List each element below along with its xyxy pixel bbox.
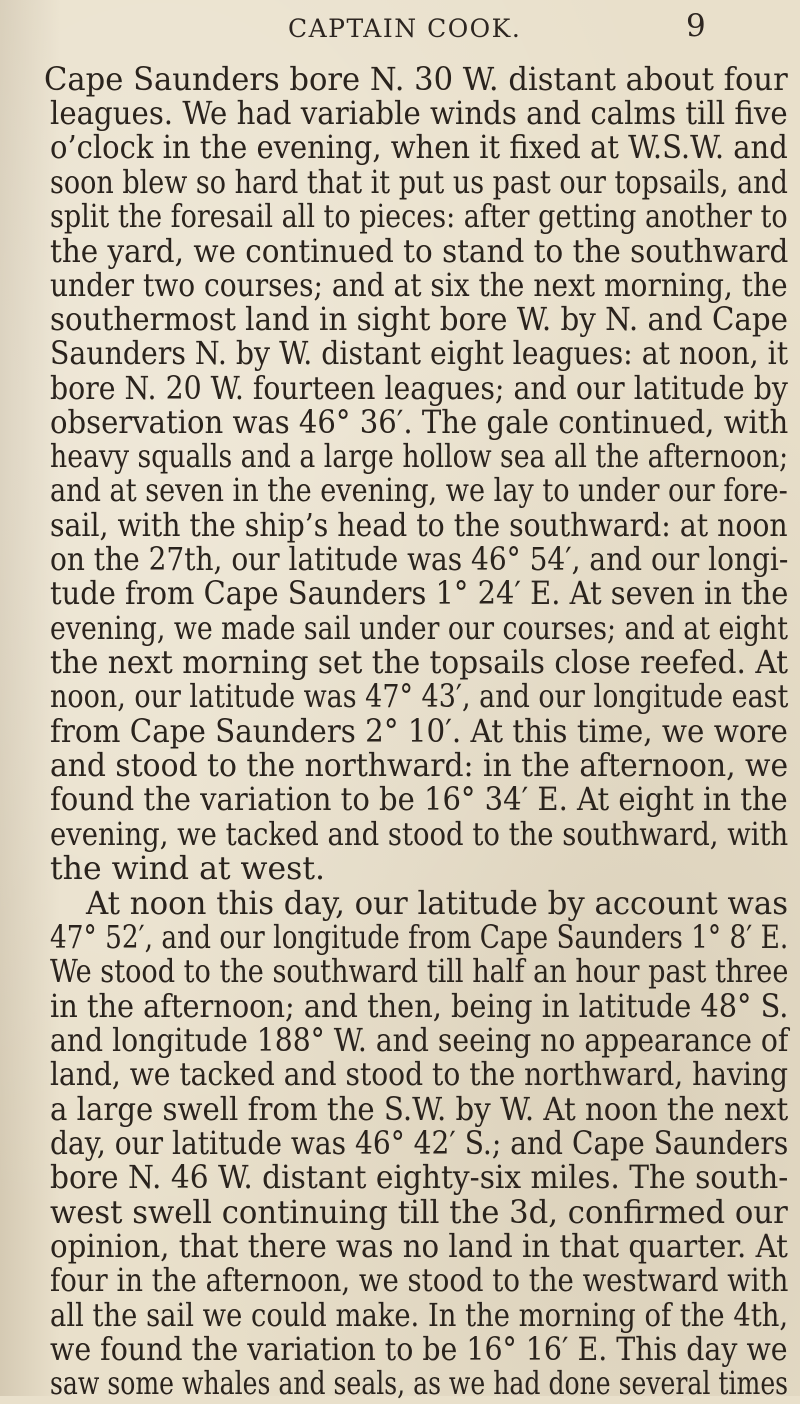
text-line: evening, we made sail under our courses; and at eight: [50, 611, 788, 647]
text-line: found the variation to be 16° 34′ E. At eight in the: [50, 782, 788, 818]
text-line: observation was 46° 36′. The gale continued, with: [50, 405, 789, 441]
text-line: split the foresail all to pieces: after getting another to: [50, 199, 788, 235]
text-line: o’clock in the evening, when it fixed at W.S.W. and: [50, 130, 788, 166]
text-line: under two courses; and at six the next morning, the: [50, 268, 788, 304]
text-line: 47° 52′, and our longitude from Cape Saunders 1° 8′ E.: [50, 920, 789, 956]
text-line: sail, with the ship’s head to the southward: at noon: [50, 508, 788, 544]
page-number: 9: [686, 8, 706, 44]
text-line: southermost land in sight bore W. by N. and Cape: [50, 302, 789, 338]
text-line: in the afternoon; and then, being in latitude 48° S.: [50, 989, 789, 1025]
text-line: a large swell from the S.W. by W. At noon the next: [50, 1092, 789, 1128]
text-line: soon blew so hard that it put us past our topsails, and: [50, 165, 788, 201]
text-line: the yard, we continued to stand to the southward: [50, 234, 789, 270]
text-line: bore N. 20 W. fourteen leagues; and our latitude by: [50, 371, 788, 407]
text-line: west swell continuing till the 3d, confirmed our: [50, 1195, 788, 1231]
text-line: tude from Cape Saunders 1° 24′ E. At seven in the: [50, 576, 789, 612]
text-line: We stood to the southward till half an hour past three: [50, 954, 789, 990]
text-line: noon, our latitude was 47° 43′, and our longitude east: [50, 679, 789, 715]
text-line: evening, we tacked and stood to the southward, with: [50, 817, 789, 853]
text-line: Cape Saunders bore N. 30 W. distant about four: [44, 62, 788, 98]
text-line: land, we tacked and stood to the northward, having: [50, 1057, 788, 1093]
text-line: and stood to the northward: in the afternoon, we: [50, 748, 789, 784]
text-line: Saunders N. by W. distant eight leagues: at noon, it: [50, 336, 789, 372]
text-line: At noon this day, our latitude by account was: [86, 886, 788, 922]
running-head: CAPTAIN COOK.: [288, 14, 522, 43]
text-line: bore N. 46 W. distant eighty-six miles. The south-: [50, 1160, 789, 1196]
text-line: we found the variation to be 16° 16′ E. This day we: [50, 1332, 788, 1368]
text-line: the wind at west.: [50, 851, 325, 887]
text-line: all the sail we could make. In the morning of the 4th,: [50, 1298, 789, 1334]
page-header: [0, 8, 800, 52]
text-line: opinion, that there was no land in that quarter. At: [50, 1229, 788, 1265]
text-line: the next morning set the topsails close reefed. At: [50, 645, 789, 681]
text-line: and longitude 188° W. and seeing no appearance of: [50, 1023, 789, 1059]
text-line: leagues. We had variable winds and calms till five: [50, 96, 788, 132]
text-line: heavy squalls and a large hollow sea all the afternoon;: [50, 439, 789, 475]
text-line: day, our latitude was 46° 42′ S.; and Cape Saunders: [50, 1126, 789, 1162]
text-line: four in the afternoon, we stood to the westward with: [50, 1263, 789, 1299]
text-line: on the 27th, our latitude was 46° 54′, and our longi-: [50, 542, 789, 578]
text-line: saw some whales and seals, as we had done several times: [50, 1366, 789, 1402]
text-line: from Cape Saunders 2° 10′. At this time, we wore: [50, 714, 788, 750]
text-line: and at seven in the evening, we lay to under our fore-: [50, 473, 788, 509]
